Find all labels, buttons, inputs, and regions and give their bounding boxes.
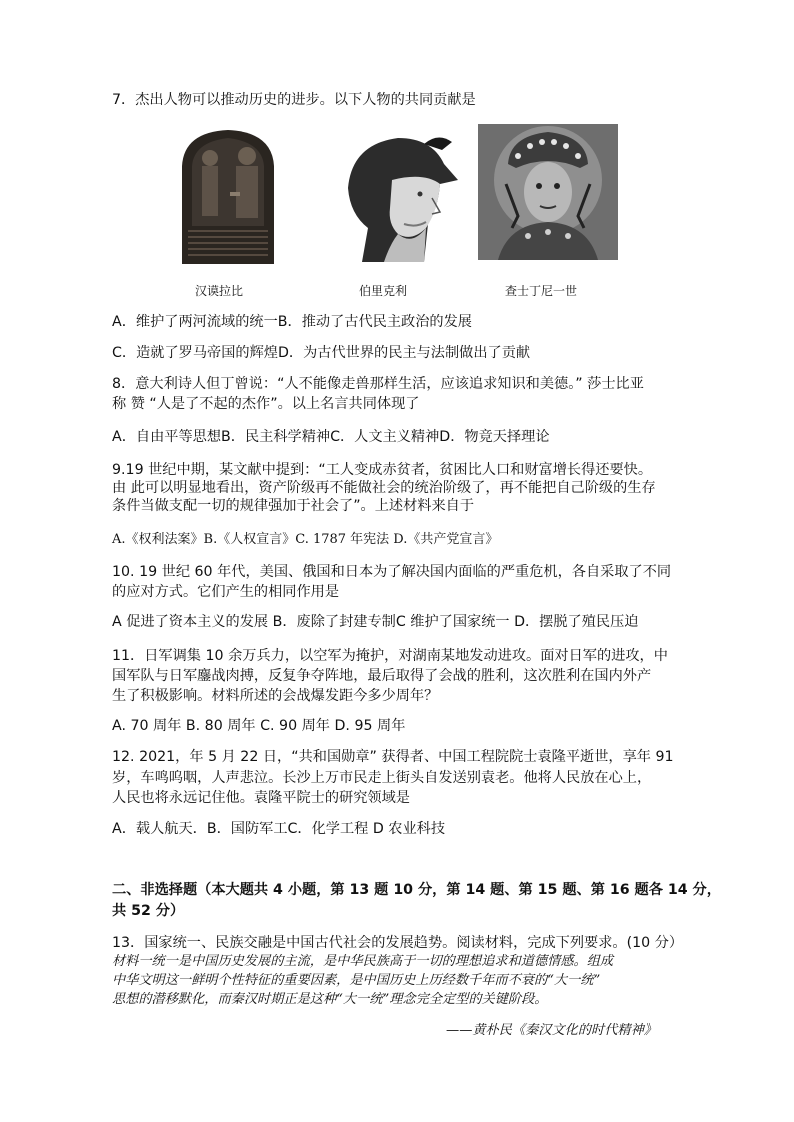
q13-stem: 13．国家统一、民族交融是中国古代社会的发展趋势。阅读材料，完成下列要求。(10 分）: [112, 935, 684, 951]
q9-line1: 9.19 世纪中期，某文献中提到：“工人变成赤贫者，贫困比人口和财富增长得还要快。: [112, 462, 653, 478]
q9-line3: 条件当做支配一切的规律强加于社会了”。上述材料来自于: [112, 498, 475, 514]
q8-line2: 称 赞 “人是了不起的杰作”。以上名言共同体现了: [112, 396, 420, 412]
q9-line2: 由 此可以明显地看出，资产阶级再不能做社会的统治阶级了，再不能把自己阶级的生存: [112, 480, 656, 496]
caption-pericles: 伯里克利: [358, 284, 407, 298]
q13-material-line1: 材料一统一是中国历史发展的主流，是中华民族高于一切的理想追求和道德情感。组成: [112, 954, 614, 969]
q9-options: A.《权利法案》B.《人权宣言》C. 1787 年宪法 D.《共产党宣言》: [112, 532, 499, 547]
q12-line3: 人民也将永远记住他。袁隆平院士的研究领域是: [112, 790, 410, 806]
q12-options: A．载人航天．B．国防军工C．化学工程 D 农业科技: [112, 821, 446, 837]
q11-line1: 11．日军调集 10 余万兵力，以空军为掩护，对湖南某地发动进攻。面对日军的进攻，中: [112, 648, 668, 664]
q10-line1: 10. 19 世纪 60 年代，美国、俄国和日本为了解决国内面临的严重危机，各自采取了不同: [112, 564, 672, 580]
q11-line3: 生了积极影响。材料所述的会战爆发距今多少周年？: [112, 688, 439, 704]
q11-options: A. 70 周年 B. 80 周年 C. 90 周年 D. 95 周年: [112, 718, 406, 734]
hammurabi-stele-image: [172, 126, 284, 264]
pericles-bust-image: [328, 128, 468, 262]
q8-options: A．自由平等思想B．民主科学精神C．人文主义精神D．物竞天择理论: [112, 429, 550, 445]
q13-material-line3: 思想的潜移默化，而秦汉时期正是这种“大一统”理念完全定型的关键阶段。: [112, 992, 548, 1007]
q12-line2: 岁，车鸣呜咽，人声悲泣。长沙上万市民走上街头自发送别袁老。他将人民放在心上，: [112, 770, 652, 786]
q12-line1: 12. 2021，年 5 月 22 日，“共和国勋章” 获得者、中国工程院院士袁隆平逝世，享年 91: [112, 749, 674, 765]
q10-options: A 促进了资本主义的发展 B．废除了封建专制C 维护了国家统一 D．摆脱了殖民压迫: [112, 614, 639, 630]
section2-heading-line2: 共 52 分）: [112, 903, 185, 919]
q7-options-line2: C．造就了罗马帝国的辉煌D．为古代世界的民主与法制做出了贡献: [112, 345, 531, 361]
justinian-mosaic-image: [478, 124, 618, 260]
caption-hammurabi: 汉谟拉比: [194, 284, 243, 298]
caption-justinian: 查士丁尼一世: [504, 284, 577, 298]
q13-material-line2: 中华文明这一鲜明个性特征的重要因素，是中国历史上历经数千年而不衰的“大一统”: [112, 973, 601, 988]
q11-line2: 国军队与日军鏖战肉搏，反复争夺阵地，最后取得了会战的胜利，这次胜利在国内外产: [112, 668, 652, 684]
q7-stem: 7．杰出人物可以推动历史的进步。以下人物的共同贡献是: [112, 92, 476, 108]
q8-line1: 8．意大利诗人但丁曾说：“人不能像走兽那样生活，应该追求知识和美德。” 莎士比亚: [112, 376, 644, 392]
q10-line2: 的应对方式。它们产生的相同作用是: [112, 584, 340, 600]
section2-heading-line1: 二、非选择题（本大题共 4 小题，第 13 题 10 分，第 14 题、第 15 题、第 16 题各 14 分，: [112, 882, 721, 898]
q7-options-line1: A．维护了两河流域的统一B．推动了古代民主政治的发展: [112, 314, 472, 330]
q13-source: ——黄朴民《秦汉文化的时代精神》: [446, 1023, 657, 1038]
